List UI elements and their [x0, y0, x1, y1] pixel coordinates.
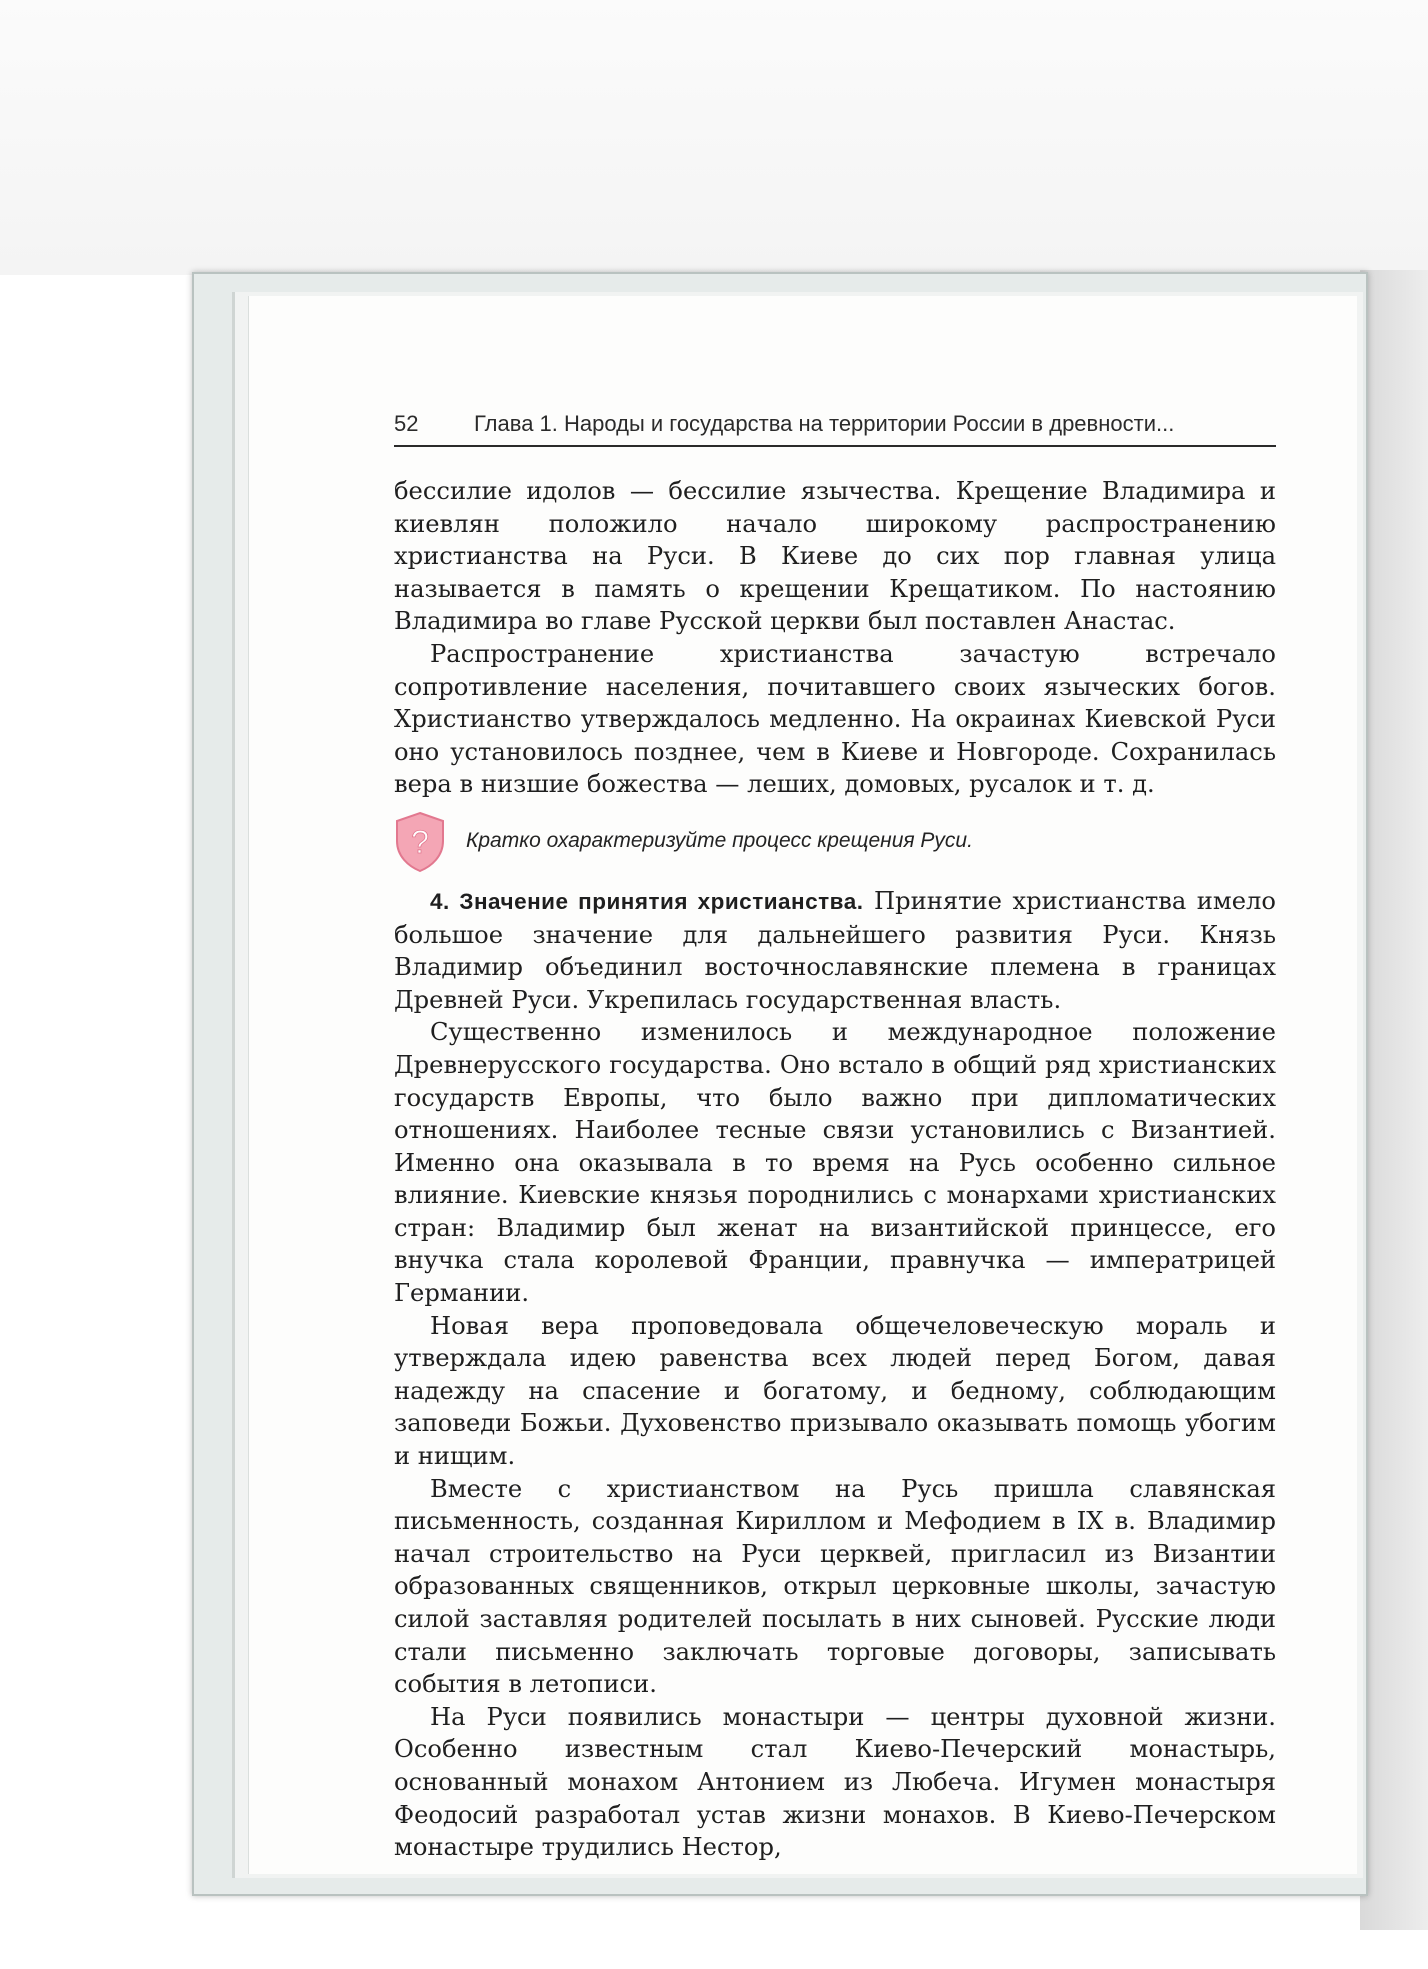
scanner-background-right: [1360, 270, 1428, 1930]
paragraph: Вместе с христианством на Русь пришла славянская письменность, созданная Кириллом и Мефодием в IX в. Владимир начал строительство на Руси церквей, пригласил из Византии образованных священников, открыл церковные школы, зачастую силой заставляя родителей посылать в них сыновей. Русские люди стали письменно заключать торговые договоры, записывать события в летописи.: [394, 1474, 1276, 1699]
scanner-background-top: [0, 0, 1428, 275]
paragraph: бессилие идолов — бессилие язычества. Крещение Владимира и киевлян положило начало широкому распространению христианства на Руси. В Киеве до сих пор главная улица называется в память о крещении Крещатиком. По настоянию Владимира во главе Русской церкви был поставлен Анастас.: [394, 477, 1276, 636]
question-shield-icon: [394, 811, 446, 873]
paragraph: Существенно изменилось и международное положение Древнерусского государства. Оно встало в общий ряд христианских государств Европы, что было важно при дипломатических отношениях. Наиболее тесные связи установились с Византией. Именно она оказывала в то время на Русь особенно сильное влияние. Киевские князья породнились с монархами христианских стран: Владимир был женат на византийской принцессе, его внучка стала королевой Франции, правнучка — императрицей Германии.: [394, 1018, 1276, 1308]
body-text: [394, 475, 1276, 1864]
running-header: [394, 407, 1276, 447]
section-paragraph: [394, 885, 1276, 1016]
page-number: 52: [394, 411, 419, 436]
section-heading: 4. Значение принятия христианства.: [430, 888, 864, 914]
paragraph: На Руси появились монастыри — центры духовной жизни. Особенно известным стал Киево-Печерский монастырь, основанный монахом Антонием из Любеча. Игумен монастыря Феодосий разработал устав жизни монахов. В Киево-Печерском монастыре трудились Нестор,: [394, 1702, 1276, 1862]
review-question: [394, 811, 1276, 871]
section-lead-text: Принятие христианства имело большое значение для дальнейшего развития Руси. Князь Владимир объединил восточнославянские племена в границах Древней Руси. Укрепилась государственная власть.: [394, 886, 1276, 1014]
paragraph: Новая вера проповедовала общечеловеческую мораль и утверждала идею равенства всех людей перед Богом, давая надежду на спасение и богатому, и бедному, соблюдающим заповеди Божьи. Духовенство призывало оказывать помощь убогим и нищим.: [394, 1311, 1276, 1471]
question-text: Кратко охарактеризуйте процесс крещения Руси.: [466, 828, 973, 852]
paragraph: Распространение христианства зачастую встречало сопротивление населения, почитавшего своих языческих богов. Христианство утверждалось медленно. На окраинах Киевской Руси оно установилось позднее, чем в Киеве и Новгороде. Сохранилась вера в низшие божества — леших, домовых, русалок и т. д.: [394, 639, 1276, 799]
chapter-title: Глава 1. Народы и государства на территории России в древности...: [474, 411, 1175, 436]
svg-text:?: ?: [411, 823, 429, 860]
